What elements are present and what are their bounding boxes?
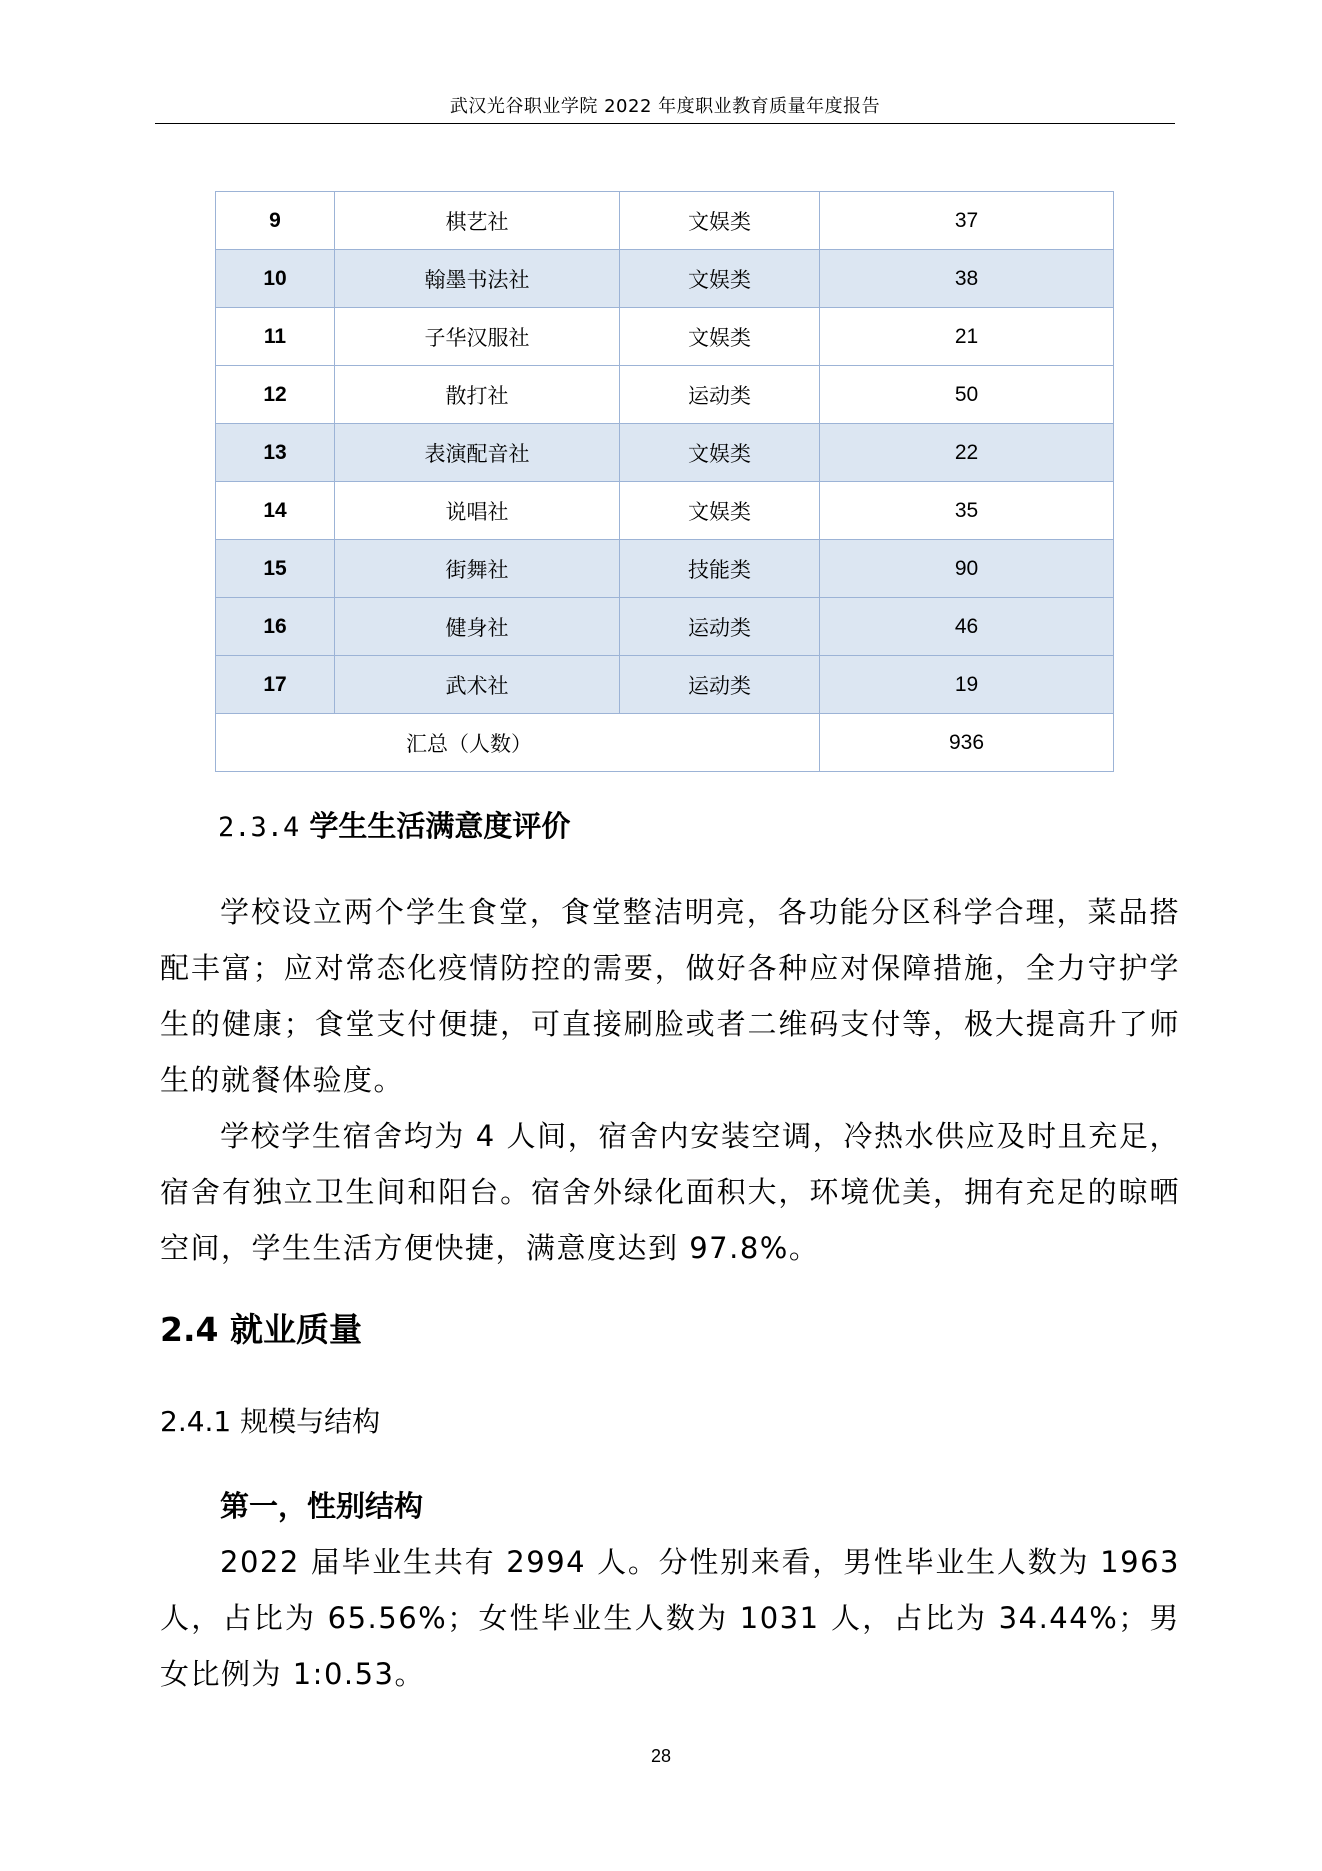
section-2-4-1-heading: 2.4.1 规模与结构 [160,1405,381,1438]
table-total-row [216,714,1114,772]
club-member-count: 37 [820,192,1114,250]
club-category: 文娱类 [620,192,820,250]
club-category: 文娱类 [620,308,820,366]
club-number: 16 [216,598,335,656]
gender-structure-heading: 第一，性别结构 [220,1489,424,1523]
club-number: 11 [216,308,335,366]
gender-paragraph: 2022 届毕业生共有 2994 人。分性别来看，男性毕业生人数为 1963 人，占比为 65.56%；女性毕业生人数为 1031 人，占比为 34.44%；男女比例为 1:0.53。 [160,1545,1180,1691]
club-category: 运动类 [620,598,820,656]
club-category: 文娱类 [620,424,820,482]
total-label: 汇总（人数） [216,714,820,772]
header-rule [155,123,1175,124]
club-number: 17 [216,656,335,714]
club-category: 文娱类 [620,482,820,540]
page-header: 武汉光谷职业学院 2022 年度职业教育质量年度报告 [449,96,881,117]
table-row [216,656,1114,714]
table-row [216,250,1114,308]
club-member-count: 46 [820,598,1114,656]
club-number: 13 [216,424,335,482]
canteen-paragraph: 学校设立两个学生食堂，食堂整洁明亮，各功能分区科学合理，菜品搭配丰富；应对常态化疫情防控的需要，做好各种应对保障措施，全力守护学生的健康；食堂支付便捷，可直接刷脸或者二维码支付等，极大提高升了师生的就餐体验度。 [160,895,1180,1097]
club-category: 运动类 [620,366,820,424]
dormitory-paragraph: 学校学生宿舍均为 4 人间，宿舍内安装空调，冷热水供应及时且充足，宿舍有独立卫生间和阳台。宿舍外绿化面积大，环境优美，拥有充足的晾晒空间，学生生活方便快捷，满意度达到 97.8%。 [160,1119,1180,1265]
club-name: 散打社 [335,366,620,424]
table-row [216,308,1114,366]
club-member-count: 35 [820,482,1114,540]
section-number: 2.3.4 [218,812,300,843]
table-row [216,424,1114,482]
club-name: 表演配音社 [335,424,620,482]
club-category: 运动类 [620,656,820,714]
club-number: 10 [216,250,335,308]
club-name: 翰墨书法社 [335,250,620,308]
club-name: 棋艺社 [335,192,620,250]
club-name: 健身社 [335,598,620,656]
club-member-count: 19 [820,656,1114,714]
page-number: 28 [650,1746,672,1766]
club-category: 技能类 [620,540,820,598]
club-member-count: 22 [820,424,1114,482]
club-name: 子华汉服社 [335,308,620,366]
section-2-3-4-heading [218,806,570,848]
table-row [216,540,1114,598]
club-table [215,191,1114,772]
club-name: 说唱社 [335,482,620,540]
club-name: 武术社 [335,656,620,714]
club-member-count: 21 [820,308,1114,366]
club-member-count: 90 [820,540,1114,598]
club-member-count: 38 [820,250,1114,308]
section-2-4-heading: 2.4 就业质量 [160,1310,362,1349]
club-number: 15 [216,540,335,598]
club-table-body [216,192,1114,772]
table-row [216,192,1114,250]
table-row [216,366,1114,424]
club-member-count: 50 [820,366,1114,424]
club-name: 街舞社 [335,540,620,598]
club-category: 文娱类 [620,250,820,308]
club-number: 9 [216,192,335,250]
club-number: 12 [216,366,335,424]
club-number: 14 [216,482,335,540]
section-title: 学生生活满意度评价 [309,809,571,843]
table-row [216,598,1114,656]
table-row [216,482,1114,540]
total-value: 936 [820,714,1114,772]
